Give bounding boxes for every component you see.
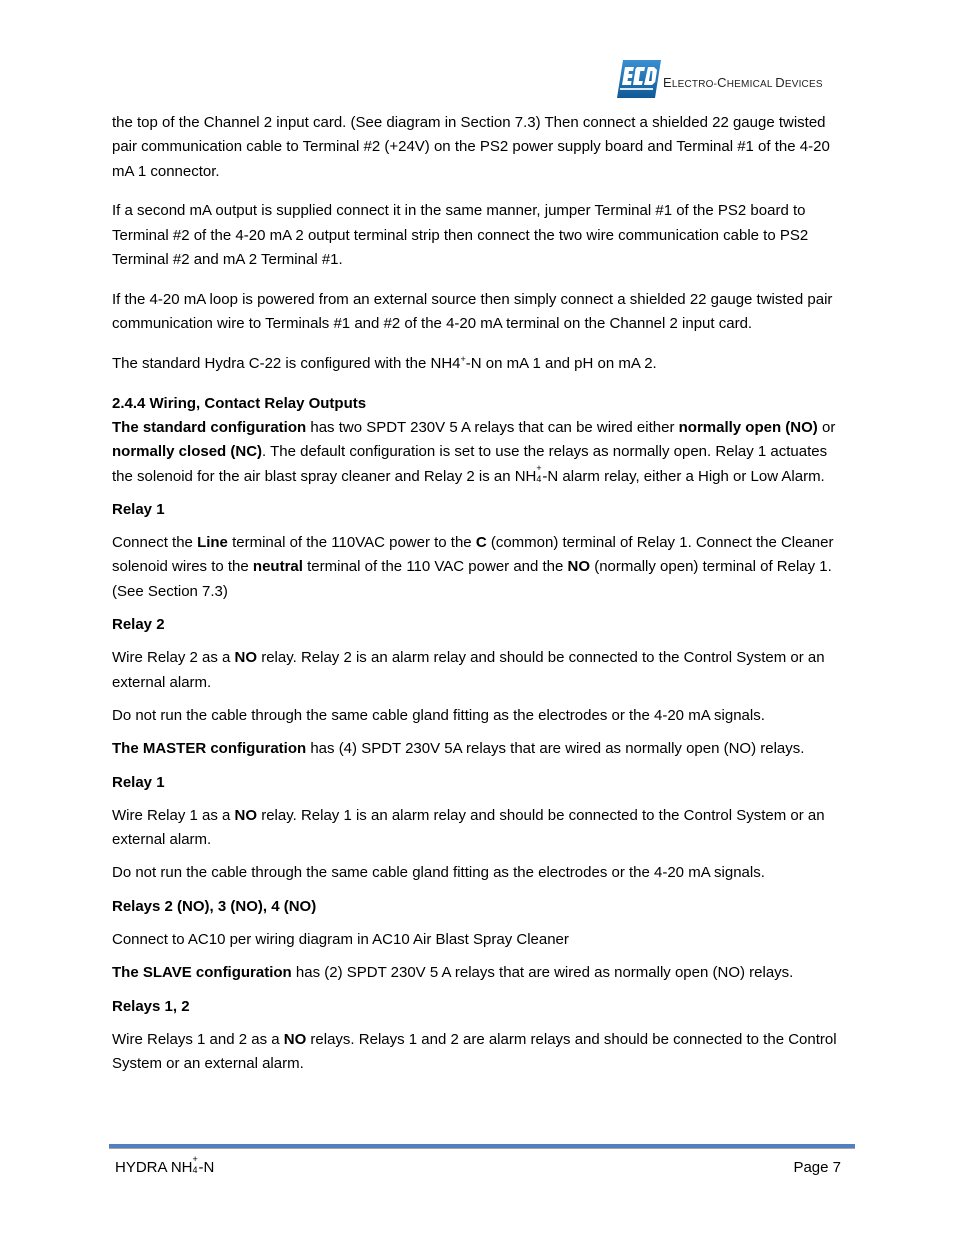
subheading: Relay 1 xyxy=(112,500,165,518)
ecd-logo-icon xyxy=(617,60,661,98)
paragraph: Connect the Line terminal of the 110VAC power to the C (common) terminal of Relay 1. Connect the Cleaner solenoid wires to the neutral terminal of the 110 VAC power and the NO (normally open) terminal of Relay 1. (See Section 7.3) xyxy=(112,534,834,600)
paragraph: Wire Relay 1 as a NO relay. Relay 1 is an alarm relay and should be connected to the Control System or an external alarm. xyxy=(112,806,825,849)
paragraph: The MASTER configuration has (4) SPDT 230V 5A relays that are wired as normally open (NO) relays. xyxy=(112,740,805,758)
subheading: Relays 1, 2 xyxy=(112,997,190,1015)
subheading: Relay 2 xyxy=(112,616,165,634)
footer-rule-shadow xyxy=(109,1148,855,1149)
paragraph: Wire Relay 2 as a NO relay. Relay 2 is an alarm relay and should be connected to the Control System or an external alarm. xyxy=(112,649,825,691)
page-body xyxy=(112,111,847,1077)
paragraph: Do not run the cable through the same cable gland fitting as the electrodes or the 4-20 mA signals. xyxy=(112,706,765,724)
paragraph: If the 4-20 mA loop is powered from an external source then simply connect a shielded 22 gauge twisted pair communication wire to Terminals #1 and #2 of the 4-20 mA terminal on the Channel 2 input card. xyxy=(112,290,833,333)
footer-document-title: HYDRA NH + 4 -N xyxy=(115,1154,215,1176)
subheading: Relay 1 xyxy=(112,773,165,791)
paragraph: Wire Relays 1 and 2 as a NO relays. Relays 1 and 2 are alarm relays and should be connected to the Control System or an external alarm. xyxy=(112,1030,837,1073)
paragraph: The SLAVE configuration has (2) SPDT 230V 5 A relays that are wired as normally open (NO) relays. xyxy=(112,964,794,982)
subheading: Relays 2 (NO), 3 (NO), 4 (NO) xyxy=(112,897,317,915)
paragraph: The standard Hydra C-22 is configured with the NH4+-N on mA 1 and pH on mA 2. xyxy=(112,353,657,372)
paragraph: Do not run the cable through the same cable gland fitting as the electrodes or the 4-20 mA signals. xyxy=(112,864,765,882)
company-logo xyxy=(617,60,839,100)
section-heading: 2.4.4 Wiring, Contact Relay Outputs xyxy=(112,394,367,412)
paragraph: Connect to AC10 per wiring diagram in AC10 Air Blast Spray Cleaner xyxy=(112,931,569,949)
company-name: ELECTRO-CHEMICAL DEVICES xyxy=(663,75,823,90)
paragraph: If a second mA output is supplied connect it in the same manner, jumper Terminal #1 of the PS2 board to Terminal #2 of the 4-20 mA 2 output terminal strip then connect the two wire communication cable to PS2 Terminal #2 and mA 2 Terminal #1. xyxy=(112,202,809,268)
paragraph: The standard configuration has two SPDT 230V 5 A relays that can be wired either normally open (NO) or normally closed (NC). The default configuration is set to use the relays as normally open. Relay 1 actuates the solenoid for the air blast spray cleaner and Relay 2 is an NH + 4 -N alarm relay, either a High or Low Alarm. xyxy=(112,418,836,485)
footer-page-number: Page 7 xyxy=(793,1159,841,1176)
paragraph: the top of the Channel 2 input card. (See diagram in Section 7.3) Then connect a shielded 22 gauge twisted pair communication cable to Terminal #2 (+24V) on the PS2 power supply board and Terminal #1 of the 4-20 mA 1 connector. xyxy=(112,114,830,180)
